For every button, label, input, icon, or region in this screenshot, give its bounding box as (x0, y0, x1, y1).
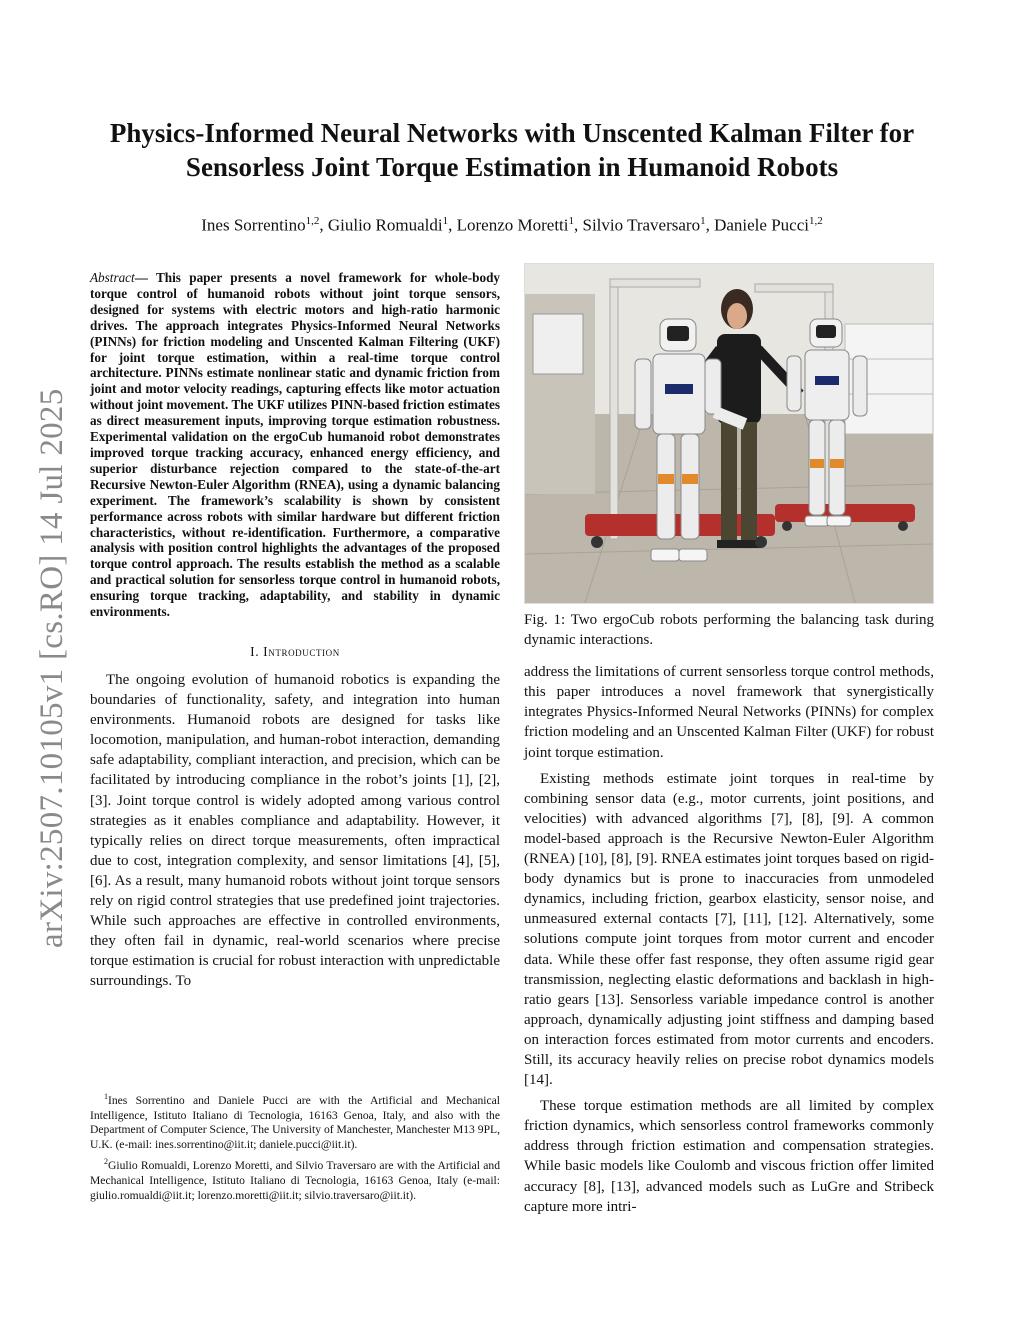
author-name: Lorenzo Moretti (456, 215, 569, 235)
body-paragraph: Existing methods estimate joint torques in real-time by combining sensor data (e.g., motor currents, joint positions, and velocities) with advanced algorithms [7], [8], [9]. A common model-based approach is the Recursive Newton-Euler Algorithm (RNEA) [10], [8], [9]. RNEA estimates joint torques based on rigid-body dynamics but is prone to inaccuracies from unmodeled dynamics, including friction, gearbox elasticity, sensor noise, and unmeasured external contacts [7], [11], [12]. Alternatively, some solutions compute joint torques from motor current and encoder data. While these offer fast response, they often assume rigid gear transmission, neglecting elastic deformations and backlash in high-ratio gears [13]. Sensorless variable impedance control is another approach, dynamically adjusting joint stiffness and damping based on interaction forces estimated from motor currents and encoders. Still, its accuracy heavily relies on precise robot dynamics models [14]. (524, 770, 934, 1089)
author-name: Silvio Traversaro (582, 215, 701, 235)
footnote-mark: 2 (104, 1157, 108, 1167)
section-heading-introduction: I. Introduction (250, 643, 340, 659)
left-column (90, 270, 500, 991)
author-affiliation: 1 (568, 215, 574, 227)
title-line-1: Physics-Informed Neural Networks with Unscented Kalman Filter for (109, 118, 915, 148)
body-paragraph: address the limitations of current sensorless torque control methods, this paper introduces a novel framework that synergistically integrates Physics-Informed Neural Networks (PINNs) for complex friction modeling and an Unscented Kalman Filter (UKF) for robust joint torque estimation. (524, 664, 934, 761)
abstract-text: — This paper presents a novel framework for whole-body torque control of humanoid robots without joint torque sensors, designed for systems with electric motors and high-ratio harmonic drives. The approach integrates Physics-Informed Neural Networks (PINNs) for friction modeling and Unscented Kalman Filtering (UKF) for joint torque estimation, within a real-time torque control architecture. PINNs estimate nonlinear static and dynamic friction from joint and motor velocity readings, capturing effects like motor actuation without joint movement. The UKF utilizes PINN-based friction estimates as direct measurement inputs, improving torque estimation robustness. Experimental validation on the ergoCub humanoid robot demonstrates improved torque tracking accuracy, enhanced energy efficiency, and superior disturbance rejection compared to the state-of-the-art Recursive Newton-Euler Algorithm (RNEA), using a dynamic balancing experiment. The framework’s scalability is shown by consistent performance across robots with similar hardware but different friction characteristics, without re-identification. Furthermore, a comparative analysis with position control highlights the advantages of the proposed torque control approach. The results establish the method as a scalable and practical solution for sensorless torque control in humanoid robots, ensuring torque tracking, adaptability, and stability in dynamic environments. (90, 270, 500, 620)
author-name: Giulio Romualdi (327, 215, 443, 235)
footnote-mark: 1 (104, 1092, 108, 1101)
footnote-2 (90, 1155, 500, 1203)
footnote-text: Ines Sorrentino and Daniele Pucci are with the Artificial and Mechanical Intelligence, Istituto Italiano di Tecnologia, 16163 Genoa, Italy, and also with the Department of Computer Science, The University of Manchester, Manchester M13 9PL, U.K. (e-mail: ines.sorrentino@iit.it; daniele.pucci@iit.it). (90, 1093, 500, 1152)
abstract-label: Abstract (90, 270, 135, 285)
footnote-1 (90, 1090, 500, 1153)
figure-robots-photo (524, 263, 934, 604)
author-affiliation: 1,2 (808, 215, 823, 227)
intro-paragraph: The ongoing evolution of humanoid robotics is expanding the boundaries of functionality, safety, and integration into human environments. Humanoid robots are designed for tasks like locomotion, manipulation, and human-robot interaction, demanding safe adaptability, compliant interaction, and precision, which can be facilitated by introducing compliance in the robot’s joints [1], [2], [3]. Joint torque control is widely adopted among various control strategies as it enables compliance and adaptability. However, it typically relies on direct torque measurements, often impractical due to cost, integration complexity, and sensor limitations [4], [5], [6]. As a result, many humanoid robots without joint torque sensors rely on rigid control strategies that use predefined joint trajectories. While such approaches are effective in controlled environments, they often fail in dynamic, real-world scenarios where precise torque estimation is crucial for robust interaction with unpredictable surroundings. To (90, 671, 500, 990)
robots-photo-illustration (525, 264, 933, 603)
author-affiliation: 1 (442, 215, 449, 227)
paper-title (60, 116, 964, 184)
footnote-text: Giulio Romualdi, Lorenzo Moretti, and Silvio Traversaro are with the Artificial and Mechanical Intelligence, Istituto Italiano di Tecnologia, 16163 Genoa, Italy (e-mail: giulio.romualdi@iit.it; lorenzo.moretti@iit.it; silvio.traversaro@iit.it). (90, 1158, 500, 1202)
author-affiliation: 1,2 (305, 215, 320, 227)
title-line-2: Sensorless Joint Torque Estimation in Humanoid Robots (185, 152, 839, 182)
arxiv-identifier: arXiv:2507.10105v1 [cs.RO] 14 Jul 2025 (34, 388, 70, 948)
body-paragraph: These torque estimation methods are all limited by complex friction dynamics, which sensorless control frameworks commonly address through friction estimation and compensation strategies. While basic models like Coulomb and viscous friction offer limited accuracy [8], [13], advanced models such as LuGre and Stribeck capture more intri- (524, 1098, 934, 1215)
author-name: Ines Sorrentino (201, 215, 306, 235)
author-name: Daniele Pucci (714, 215, 809, 235)
author-list: Ines Sorrentino$^{1,2}$, Giulio Romualdi$^1$, Lorenzo Moretti$^1$, Silvio Traversaro$^1$, Daniele Pucci$^{1,2}$ (201, 215, 823, 235)
footnotes (90, 1090, 500, 1205)
author-affiliation: 1 (700, 215, 706, 227)
right-column (524, 263, 934, 1217)
figure-caption: Fig. 1: Two ergoCub robots performing the balancing task during dynamic interactions. (524, 612, 934, 649)
abstract (90, 270, 500, 620)
